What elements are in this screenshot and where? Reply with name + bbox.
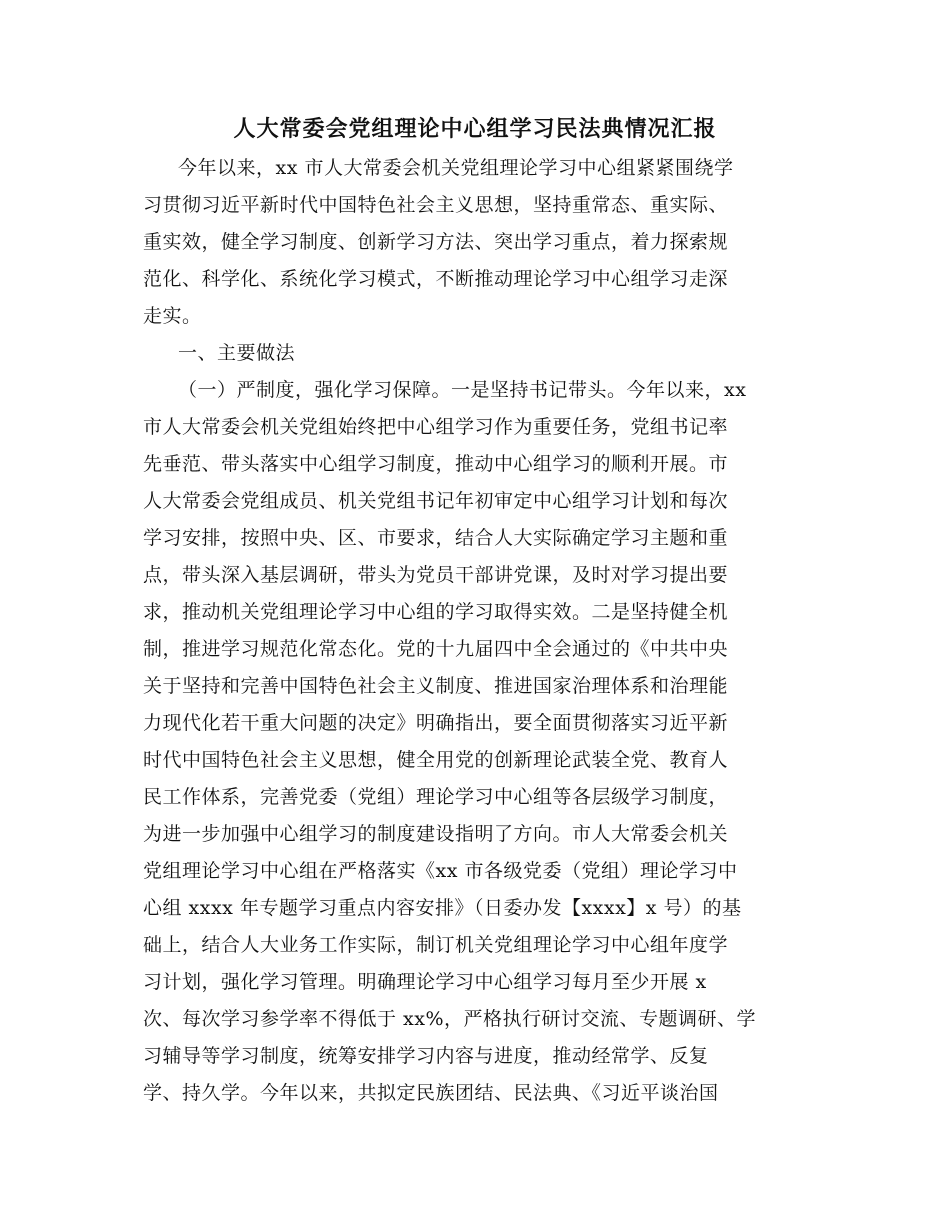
text-line-content: 今年以来，xx 市人大常委会机关党组理论学习中心组紧紧围绕学 [178,157,734,179]
text-line [0,705,950,742]
text-line-content: 习计划，强化学习管理。明确理论学习中心组学习每月至少开展 x [143,971,707,993]
text-line-content: 为进一步加强中心组学习的制度建设指明了方向。市人大常委会机关 [143,823,729,845]
text-line [0,964,950,1001]
text-line [0,890,950,927]
text-line-content: 一、主要做法 [178,342,296,364]
text-line-content: 力现代化若干重大问题的决定》明确指出，要全面贯彻落实习近平新 [143,712,729,734]
text-line [0,372,950,409]
text-line-content: 走实。 [143,305,202,327]
text-line [0,335,950,372]
text-line [0,224,950,261]
text-line [0,483,950,520]
text-line-content: 民工作体系，完善党委（党组）理论学习中心组等各层级学习制度， [143,786,729,808]
document-body [0,150,950,1112]
text-line [0,594,950,631]
text-line [0,631,950,668]
text-line [0,853,950,890]
text-line [0,446,950,483]
text-line-content: 心组 xxxx 年专题学习重点内容安排》（日委办发【xxxx】x 号）的基 [143,897,742,919]
text-line-content: 求，推动机关党组理论学习中心组的学习取得实效。二是坚持健全机 [143,601,729,623]
text-line [0,1075,950,1112]
text-line [0,557,950,594]
text-line-content: 学习安排，按照中央、区、市要求，结合人大实际确定学习主题和重 [143,527,729,549]
text-line-content: 先垂范、带头落实中心组学习制度，推动中心组学习的顺利开展。市 [143,453,729,475]
text-line-content: 重实效，健全学习制度、创新学习方法、突出学习重点，着力探索规 [143,231,729,253]
text-line-content: 党组理论学习中心组在严格落实《xx 市各级党委（党组）理论学习中 [143,860,738,882]
text-line-content: （一）严制度，强化学习保障。一是坚持书记带头。今年以来，xx [178,379,747,401]
text-line-content: 关于坚持和完善中国特色社会主义制度、推进国家治理体系和治理能 [143,675,729,697]
text-line [0,927,950,964]
text-line-content: 点，带头深入基层调研，带头为党员干部讲党课，及时对学习提出要 [143,564,729,586]
text-line-content: 习辅导等学习制度，统筹安排学习内容与进度，推动经常学、反复 [143,1045,709,1067]
text-line-content: 范化、科学化、系统化学习模式，不断推动理论学习中心组学习走深 [143,268,729,290]
text-line [0,520,950,557]
text-line-content: 习贯彻习近平新时代中国特色社会主义思想，坚持重常态、重实际、 [143,194,729,216]
text-line-content: 市人大常委会机关党组始终把中心组学习作为重要任务，党组书记率 [143,416,729,438]
text-line-content: 时代中国特色社会主义思想，健全用党的创新理论武装全党、教育人 [143,749,729,771]
text-line [0,150,950,187]
text-line [0,779,950,816]
text-line [0,298,950,335]
text-line [0,187,950,224]
text-line-content: 人大常委会党组成员、机关党组书记年初审定中心组学习计划和每次 [143,490,729,512]
text-line [0,409,950,446]
document-title: 人大常委会党组理论中心组学习民法典情况汇报 [233,116,717,142]
text-line [0,1001,950,1038]
text-line-content: 础上，结合人大业务工作实际，制订机关党组理论学习中心组年度学 [143,934,729,956]
text-line [0,668,950,705]
text-line-content: 制，推进学习规范化常态化。党的十九届四中全会通过的《中共中央 [143,638,729,660]
text-line [0,1038,950,1075]
text-line [0,816,950,853]
text-line-content: 次、每次学习参学率不得低于 xx%，严格执行研讨交流、专题调研、学 [143,1008,757,1030]
text-line-content: 学、持久学。今年以来，共拟定民族团结、民法典、《习近平谈治国 [143,1082,719,1104]
text-line [0,261,950,298]
text-line [0,742,950,779]
